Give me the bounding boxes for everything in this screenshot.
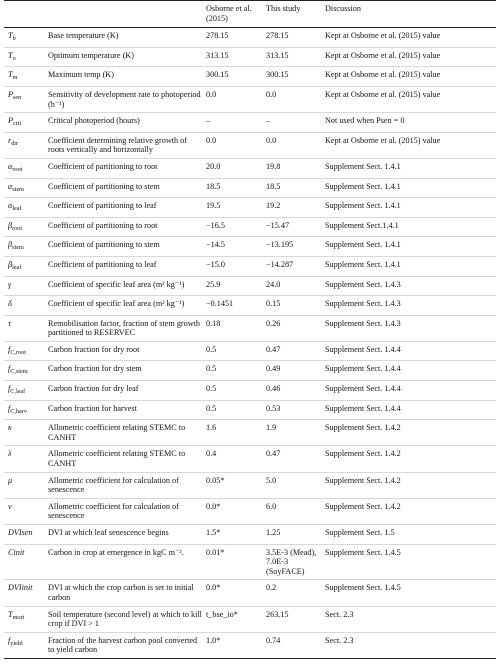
table-row bbox=[4, 580, 496, 606]
symbol-main: δ bbox=[8, 299, 12, 309]
this-study-value: 0.0 bbox=[266, 135, 277, 145]
parameter-description: Coefficient of partitioning to leaf bbox=[48, 259, 157, 269]
parameter-description: Coefficient of specific leaf area (m² kg⁻¹) bbox=[48, 299, 185, 309]
table-row bbox=[4, 342, 496, 362]
table-row bbox=[4, 237, 496, 257]
osborne-value: 0.4 bbox=[206, 449, 217, 459]
symbol-main: β bbox=[8, 240, 13, 250]
symbol-main: μ bbox=[8, 475, 13, 485]
osborne-value: t_bse_io* bbox=[206, 609, 238, 619]
symbol-main: β bbox=[8, 220, 13, 230]
parameter-symbol bbox=[4, 446, 44, 471]
parameter-description: Remobilisation factor, fraction of stem growth partitioned to RESERVEC bbox=[48, 318, 201, 338]
this-study-value: 278.15 bbox=[266, 31, 289, 41]
this-study-value: −14.287 bbox=[266, 259, 294, 269]
parameter-description: Carbon fraction for harvest bbox=[48, 403, 137, 413]
this-study-value: 0.0 bbox=[266, 89, 277, 99]
this-study-value: −15.47 bbox=[266, 220, 290, 230]
symbol-main: T bbox=[8, 609, 13, 619]
parameter-symbol bbox=[4, 580, 44, 605]
parameter-symbol bbox=[4, 237, 44, 256]
parameter-table bbox=[4, 0, 496, 659]
osborne-value: 0.0* bbox=[206, 583, 221, 593]
discussion-text: Supplement Sect. 1.4.4 bbox=[325, 403, 401, 413]
this-study-value: 3.5E-3 (Mead), 7.0E-3 (SoyFACE) bbox=[266, 547, 317, 576]
symbol-subscript: crit bbox=[13, 120, 22, 128]
symbol-main: f bbox=[8, 344, 11, 354]
symbol-main: DVIinit bbox=[8, 583, 33, 593]
parameter-symbol bbox=[4, 420, 44, 445]
parameter-symbol bbox=[4, 401, 44, 420]
symbol-subscript: leaf bbox=[12, 205, 22, 213]
symbol-main: κ bbox=[8, 423, 12, 433]
symbol-main: f bbox=[8, 635, 11, 645]
symbol-main: f bbox=[8, 364, 11, 374]
parameter-description: Maximum temp (K) bbox=[48, 70, 114, 80]
parameter-description: Coefficient of partitioning to root bbox=[48, 220, 158, 230]
this-study-value: 6.0 bbox=[266, 501, 277, 511]
this-study-value: 313.15 bbox=[266, 50, 289, 60]
discussion-text: Supplement Sect. 1.4.2 bbox=[325, 475, 401, 485]
parameter-symbol bbox=[4, 473, 44, 498]
discussion-text: Supplement Sect. 1.4.1 bbox=[325, 240, 401, 250]
table-row bbox=[4, 446, 496, 472]
table-row bbox=[4, 316, 496, 342]
parameter-description: Carbon in crop at emergence in kgC m⁻². bbox=[48, 547, 184, 557]
table-row bbox=[4, 401, 496, 421]
symbol-main: γ bbox=[8, 279, 12, 289]
osborne-value: 19.5 bbox=[206, 201, 221, 211]
discussion-text: Supplement Sect. 1.4.4 bbox=[325, 344, 401, 354]
symbol-subscript: root bbox=[12, 224, 23, 232]
parameter-description: Allometric coefficient for calculation of senescence bbox=[48, 501, 179, 521]
parameter-symbol bbox=[4, 257, 44, 276]
discussion-text: Supplement Sect. 1.4.5 bbox=[325, 547, 401, 557]
parameter-description: Coefficient determining relative growth of roots vertically and horizontally bbox=[48, 135, 187, 155]
this-study-value: 0.47 bbox=[266, 344, 281, 354]
discussion-text: Supplement Sect. 1.4.1 bbox=[325, 201, 401, 211]
parameter-description: Allometric coefficient for calculation of senescence bbox=[48, 475, 179, 495]
parameter-symbol bbox=[4, 607, 44, 632]
osborne-value: 300.15 bbox=[206, 70, 229, 80]
symbol-main: DVIsen bbox=[8, 528, 33, 537]
parameter-symbol bbox=[4, 545, 44, 580]
symbol-main: τ bbox=[8, 318, 11, 328]
symbol-main: P bbox=[8, 89, 14, 99]
parameter-description: Critical photoperiod (hours) bbox=[48, 116, 140, 126]
osborne-value: −0.1451 bbox=[206, 299, 234, 309]
table-row bbox=[4, 159, 496, 179]
osborne-value: 0.5 bbox=[206, 384, 217, 394]
parameter-symbol bbox=[4, 133, 44, 158]
header-description bbox=[44, 1, 202, 27]
discussion-text: Supplement Sect. 1.4.1 bbox=[325, 259, 401, 269]
this-study-value: 300.15 bbox=[266, 70, 289, 80]
discussion-text: Supplement Sect. 1.4.2 bbox=[325, 449, 401, 459]
discussion-text: Supplement Sect. 1.4.2 bbox=[325, 423, 401, 433]
discussion-text: Kept at Osborne et al. (2015) value bbox=[325, 89, 441, 99]
osborne-value: −15.0 bbox=[206, 259, 225, 269]
parameter-symbol bbox=[4, 179, 44, 198]
symbol-subscript: C,harv bbox=[10, 407, 27, 415]
osborne-value: 1.0* bbox=[206, 635, 221, 645]
discussion-text: Not used when Psen = 0 bbox=[325, 116, 405, 126]
symbol-main: α bbox=[8, 161, 13, 171]
discussion-text: Supplement Sect. 1.4.4 bbox=[325, 384, 401, 394]
this-study-value: 5.0 bbox=[266, 475, 277, 485]
discussion-text: Kept at Osborne et al. (2015) value bbox=[325, 31, 441, 41]
discussion-text: Supplement Sect. 1.4.3 bbox=[325, 299, 401, 309]
osborne-value: −14.5 bbox=[206, 240, 225, 250]
osborne-value: 0.0 bbox=[206, 89, 217, 99]
parameter-description: Base temperature (K) bbox=[48, 31, 119, 41]
this-study-value: −13.195 bbox=[266, 240, 294, 250]
table-body bbox=[4, 28, 496, 659]
table-row bbox=[4, 113, 496, 133]
discussion-text: Supplement Sect.1.4.1 bbox=[325, 220, 399, 230]
table-row bbox=[4, 28, 496, 48]
this-study-value: – bbox=[266, 116, 271, 126]
discussion-text: Kept at Osborne et al. (2015) value bbox=[325, 50, 441, 60]
table-row bbox=[4, 499, 496, 525]
parameter-symbol bbox=[4, 159, 44, 178]
discussion-text: Supplement Sect. 1.5 bbox=[325, 528, 395, 537]
table-row bbox=[4, 420, 496, 446]
discussion-text: Supplement Sect. 1.4.3 bbox=[325, 279, 401, 289]
parameter-description: Coefficient of partitioning to stem bbox=[48, 181, 160, 191]
table-row bbox=[4, 633, 496, 659]
osborne-value: 313.15 bbox=[206, 50, 229, 60]
this-study-value: 24.0 bbox=[266, 279, 281, 289]
parameter-symbol bbox=[4, 87, 44, 112]
osborne-value: 1.6 bbox=[206, 423, 217, 433]
parameter-description: Sensitivity of development rate to photoperiod (h⁻¹) bbox=[48, 89, 201, 109]
osborne-value: 0.5 bbox=[206, 364, 217, 374]
parameter-description: Coefficient of specific leaf area (m² kg⁻¹) bbox=[48, 279, 185, 289]
symbol-main: f bbox=[8, 403, 11, 413]
symbol-subscript: root bbox=[12, 165, 23, 173]
parameter-description: Allometric coefficient relating STEMC to CANHT bbox=[48, 423, 186, 442]
symbol-main: Cinit bbox=[8, 547, 25, 557]
symbol-main: T bbox=[8, 50, 13, 60]
osborne-value: 0.18 bbox=[206, 318, 221, 328]
parameter-description: Soil temperature (second level) at which to kill crop if DVI > 1 bbox=[48, 609, 202, 629]
symbol-subscript: o bbox=[12, 54, 16, 62]
parameter-symbol bbox=[4, 525, 44, 544]
table-row bbox=[4, 179, 496, 199]
osborne-value: 278.15 bbox=[206, 31, 229, 41]
parameter-symbol bbox=[4, 381, 44, 400]
parameter-symbol bbox=[4, 361, 44, 380]
osborne-value: −16.5 bbox=[206, 220, 225, 230]
this-study-value: 0.2 bbox=[266, 583, 277, 593]
symbol-subscript: m bbox=[12, 74, 18, 82]
discussion-text: Kept at Osborne et al. (2015) value bbox=[325, 135, 441, 145]
this-study-value: 1.9 bbox=[266, 423, 277, 433]
this-study-value: 0.74 bbox=[266, 635, 281, 645]
symbol-subscript: stem bbox=[12, 185, 24, 193]
parameter-symbol bbox=[4, 67, 44, 86]
parameter-symbol bbox=[4, 28, 44, 47]
symbol-main: f bbox=[8, 384, 11, 394]
table-row bbox=[4, 296, 496, 316]
this-study-value: 0.15 bbox=[266, 299, 281, 309]
symbol-subscript: b bbox=[12, 35, 16, 43]
table-row bbox=[4, 607, 496, 633]
table-row bbox=[4, 67, 496, 87]
symbol-subscript: C,leaf bbox=[10, 388, 26, 396]
header-symbol bbox=[4, 1, 44, 27]
parameter-symbol bbox=[4, 277, 44, 296]
parameter-symbol bbox=[4, 499, 44, 524]
discussion-text: Sect. 2.3 bbox=[325, 635, 354, 645]
header-discussion: Discussion bbox=[325, 4, 361, 13]
parameter-description: Optimum temperature (K) bbox=[48, 50, 134, 60]
osborne-value: 1.5* bbox=[206, 528, 221, 537]
table-row bbox=[4, 545, 496, 581]
table-row bbox=[4, 257, 496, 277]
symbol-main: T bbox=[8, 70, 13, 80]
table-row bbox=[4, 87, 496, 113]
this-study-value: 19.8 bbox=[266, 161, 281, 171]
discussion-text: Supplement Sect. 1.4.3 bbox=[325, 318, 401, 328]
symbol-main: T bbox=[8, 31, 13, 41]
this-study-value: 0.49 bbox=[266, 364, 281, 374]
symbol-subscript: leaf bbox=[12, 263, 22, 271]
parameter-description: Coefficient of partitioning to stem bbox=[48, 240, 160, 250]
parameter-description: Fraction of the harvest carbon pool converted to yield carbon bbox=[48, 635, 198, 655]
header-osborne: Osborne et al. (2015) bbox=[206, 4, 252, 23]
symbol-subscript: dir bbox=[11, 139, 19, 147]
parameter-description: DVI at which leaf senescence begins bbox=[48, 528, 169, 537]
table-row bbox=[4, 361, 496, 381]
osborne-value: 25.9 bbox=[206, 279, 221, 289]
parameter-symbol bbox=[4, 296, 44, 315]
symbol-subscript: C,root bbox=[10, 348, 26, 356]
this-study-value: 0.26 bbox=[266, 318, 281, 328]
table-row bbox=[4, 277, 496, 297]
parameter-description: Coefficient of partitioning to root bbox=[48, 161, 158, 171]
osborne-value: 0.5 bbox=[206, 344, 217, 354]
parameter-description: DVI at which the crop carbon is set to initial carbon bbox=[48, 583, 194, 602]
osborne-value: 0.0 bbox=[206, 135, 217, 145]
table-row bbox=[4, 381, 496, 401]
this-study-value: 263.15 bbox=[266, 609, 289, 619]
symbol-subscript: mort bbox=[12, 613, 25, 621]
discussion-text: Supplement Sect. 1.4.2 bbox=[325, 501, 401, 511]
symbol-subscript: sen bbox=[13, 93, 22, 101]
parameter-symbol bbox=[4, 316, 44, 341]
parameter-symbol bbox=[4, 113, 44, 132]
symbol-main: α bbox=[8, 201, 13, 211]
parameter-symbol bbox=[4, 198, 44, 217]
symbol-main: ν bbox=[8, 501, 12, 511]
parameter-description: Carbon fraction for dry root bbox=[48, 344, 140, 354]
this-study-value: 0.46 bbox=[266, 384, 281, 394]
table-row bbox=[4, 473, 496, 499]
osborne-value: 0.5 bbox=[206, 403, 217, 413]
this-study-value: 19.2 bbox=[266, 201, 281, 211]
discussion-text: Supplement Sect. 1.4.1 bbox=[325, 161, 401, 171]
table-header bbox=[4, 0, 496, 28]
osborne-value: 20.0 bbox=[206, 161, 221, 171]
table-row bbox=[4, 525, 496, 545]
osborne-value: – bbox=[206, 116, 211, 126]
discussion-text: Supplement Sect. 1.4.5 bbox=[325, 583, 401, 593]
table-row bbox=[4, 133, 496, 159]
parameter-symbol bbox=[4, 633, 44, 658]
this-study-value: 0.53 bbox=[266, 403, 281, 413]
symbol-main: λ bbox=[8, 449, 12, 459]
parameter-symbol bbox=[4, 48, 44, 67]
parameter-symbol bbox=[4, 342, 44, 361]
symbol-subscript: C,stem bbox=[10, 368, 28, 376]
table-row bbox=[4, 198, 496, 218]
header-this-study: This study bbox=[266, 4, 301, 13]
symbol-main: α bbox=[8, 181, 13, 191]
this-study-value: 0.47 bbox=[266, 449, 281, 459]
discussion-text: Sect. 2.3 bbox=[325, 609, 354, 619]
osborne-value: 18.5 bbox=[206, 181, 221, 191]
parameter-symbol bbox=[4, 218, 44, 237]
osborne-value: 0.05* bbox=[206, 475, 225, 485]
parameter-description: Coefficient of partitioning to leaf bbox=[48, 201, 157, 211]
discussion-text: Supplement Sect. 1.4.4 bbox=[325, 364, 401, 374]
symbol-subscript: yield bbox=[10, 639, 23, 647]
symbol-main: P bbox=[8, 116, 14, 126]
parameter-description: Carbon fraction for dry leaf bbox=[48, 384, 139, 394]
table-row bbox=[4, 48, 496, 68]
discussion-text: Kept at Osborne et al. (2015) value bbox=[325, 70, 441, 80]
symbol-main: β bbox=[8, 259, 13, 269]
symbol-subscript: stem bbox=[12, 244, 24, 252]
osborne-value: 0.0* bbox=[206, 501, 221, 511]
osborne-value: 0.01* bbox=[206, 547, 225, 557]
parameter-description: Carbon fraction for dry stem bbox=[48, 364, 142, 374]
table-row bbox=[4, 218, 496, 238]
parameter-description: Allometric coefficient relating STEMC to CANHT bbox=[48, 449, 186, 469]
this-study-value: 18.5 bbox=[266, 181, 281, 191]
symbol-main: r bbox=[8, 135, 12, 145]
discussion-text: Supplement Sect. 1.4.1 bbox=[325, 181, 401, 191]
this-study-value: 1.25 bbox=[266, 528, 281, 537]
